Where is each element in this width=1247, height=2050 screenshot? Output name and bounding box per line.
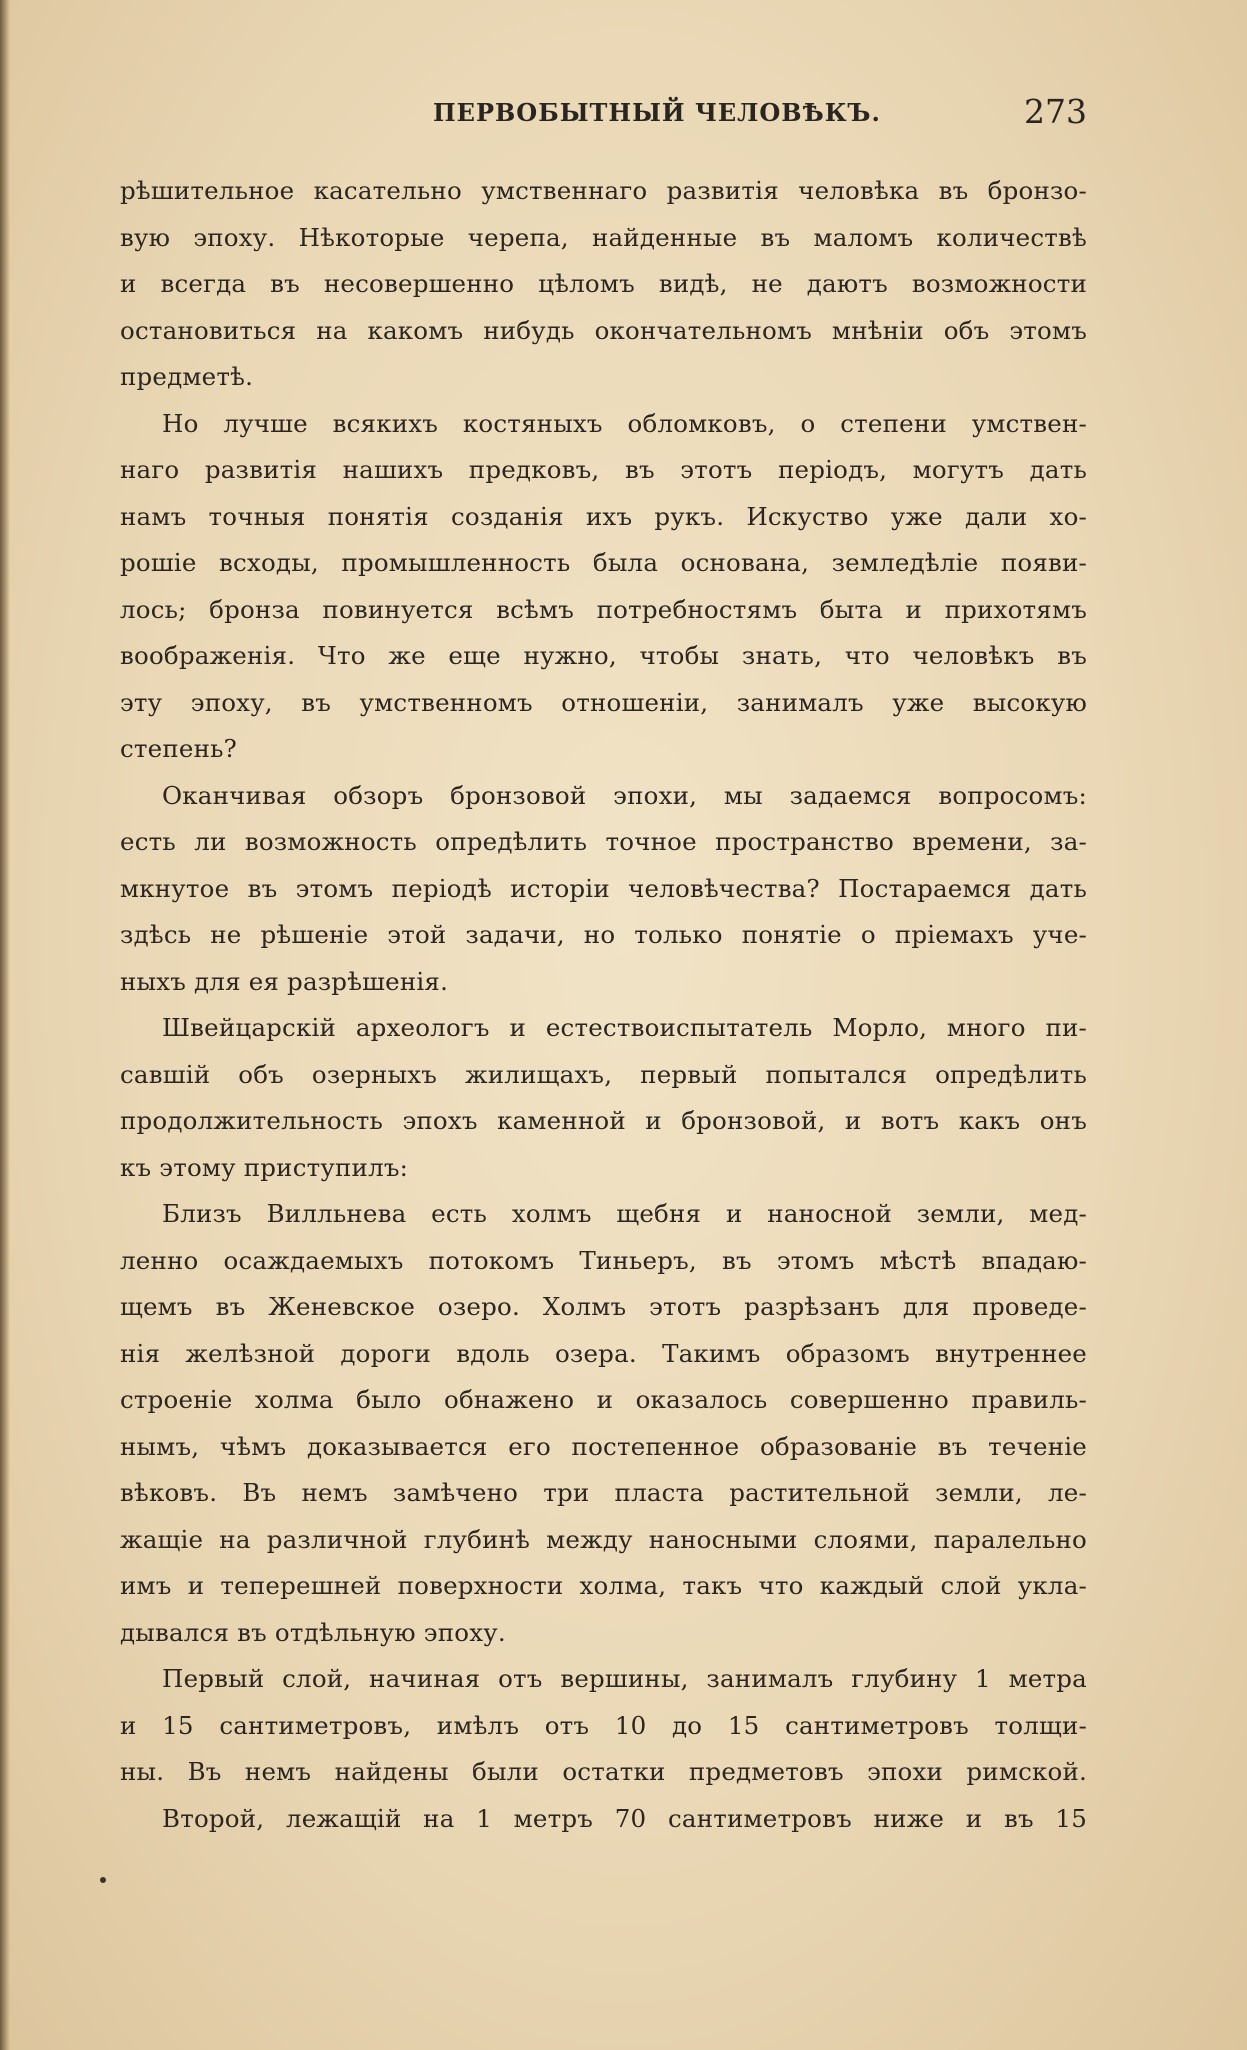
text-line: предметѣ. — [120, 362, 254, 391]
text-line: остановиться на какомъ нибудь окончательномъ мнѣніи объ этомъ — [120, 315, 1087, 345]
paragraph-first-line: Второй, лежащій на 1 метръ 70 сантиметровъ ниже и въ 15 — [162, 1803, 1087, 1833]
text-line: здѣсь не рѣшеніе этой задачи, но только понятіе о пріемахъ уче- — [120, 920, 1087, 949]
paragraph-first-line: Швейцарскій археологъ и естествоиспытатель Морло, много пи- — [162, 1013, 1087, 1042]
text-line: наго развитія нашихъ предковъ, въ этотъ періодъ, могутъ дать — [120, 455, 1087, 484]
text-line: нымъ, чѣмъ доказывается его постепенное образованіе въ теченіе — [120, 1431, 1087, 1461]
text-line: и 15 сантиметровъ, имѣлъ отъ 10 до 15 сантиметровъ толщи- — [120, 1710, 1087, 1740]
text-line: имъ и теперешней поверхности холма, такъ что каждый слой укла- — [120, 1571, 1087, 1600]
text-line: строеніе холма было обнажено и оказалось совершенно правиль- — [120, 1385, 1087, 1414]
text-line: ныхъ для ея разрѣшенія. — [120, 966, 449, 996]
text-line: савшій объ озерныхъ жилищахъ, первый попытался опредѣлить — [120, 1059, 1087, 1089]
text-line: вую эпоху. Нѣкоторые черепа, найденные въ маломъ количествѣ — [120, 222, 1087, 252]
paragraph-first-line: Оканчивая обзоръ бронзовой эпохи, мы задаемся вопросомъ: — [162, 780, 1087, 810]
ink-speck — [100, 1877, 106, 1883]
text-line: ленно осаждаемыхъ потокомъ Тиньеръ, въ этомъ мѣстѣ впадаю- — [120, 1245, 1087, 1275]
text-line: нія желѣзной дороги вдоль озера. Такимъ образомъ внутреннее — [120, 1338, 1087, 1368]
text-line: вѣковъ. Въ немъ замѣчено три пласта растительной земли, ле- — [120, 1478, 1087, 1507]
text-line: рѣшительное касательно умственнаго развитія человѣка въ бронзо- — [120, 176, 1087, 205]
text-line: дывался въ отдѣльную эпоху. — [120, 1617, 506, 1647]
text-line: къ этому приступилъ: — [120, 1152, 409, 1182]
text-line: эту эпоху, въ умственномъ отношеніи, занималъ уже высокую — [120, 687, 1087, 717]
text-line: и всегда въ несовершенно цѣломъ видѣ, не даютъ возможности — [120, 269, 1087, 298]
running-title: ПЕРВОБЫТНЫЙ ЧЕЛОВѢКЪ. — [433, 98, 881, 127]
page-header — [0, 92, 1247, 132]
paragraph-first-line: Первый слой, начиная отъ вершины, занималъ глубину 1 метра — [162, 1664, 1087, 1693]
text-line: воображенія. Что же еще нужно, чтобы знать, что человѣкъ въ — [120, 641, 1087, 670]
text-line: намъ точныя понятія созданія ихъ рукъ. Искуство уже дали хо- — [120, 501, 1087, 531]
page-number: 273 — [1024, 92, 1087, 131]
text-line: есть ли возможность опредѣлить точное пространство времени, за- — [120, 827, 1087, 856]
text-line: лось; бронза повинуется всѣмъ потребностямъ быта и прихотямъ — [120, 594, 1087, 624]
paragraph-first-line: Близъ Вилльнева есть холмъ щебня и наносной земли, мед- — [162, 1199, 1087, 1228]
paragraph-first-line: Но лучше всякихъ костяныхъ обломковъ, о степени умствен- — [162, 408, 1087, 438]
text-line: степень? — [120, 734, 238, 763]
text-line: рошіе всходы, промышленность была основана, земледѣліе появи- — [120, 548, 1087, 577]
text-line: ны. Въ немъ найдены были остатки предметовъ эпохи римской. — [120, 1757, 1087, 1786]
text-line: мкнутое въ этомъ періодѣ исторіи человѣчества? Постараемся дать — [120, 873, 1087, 903]
body-text — [120, 168, 1087, 1842]
text-line: щемъ въ Женевское озеро. Холмъ этотъ разрѣзанъ для проведе- — [120, 1292, 1087, 1321]
text-line: продолжительность эпохъ каменной и бронзовой, и вотъ какъ онъ — [120, 1106, 1087, 1135]
text-line: жащіе на различной глубинѣ между наносными слоями, паралельно — [120, 1524, 1087, 1554]
